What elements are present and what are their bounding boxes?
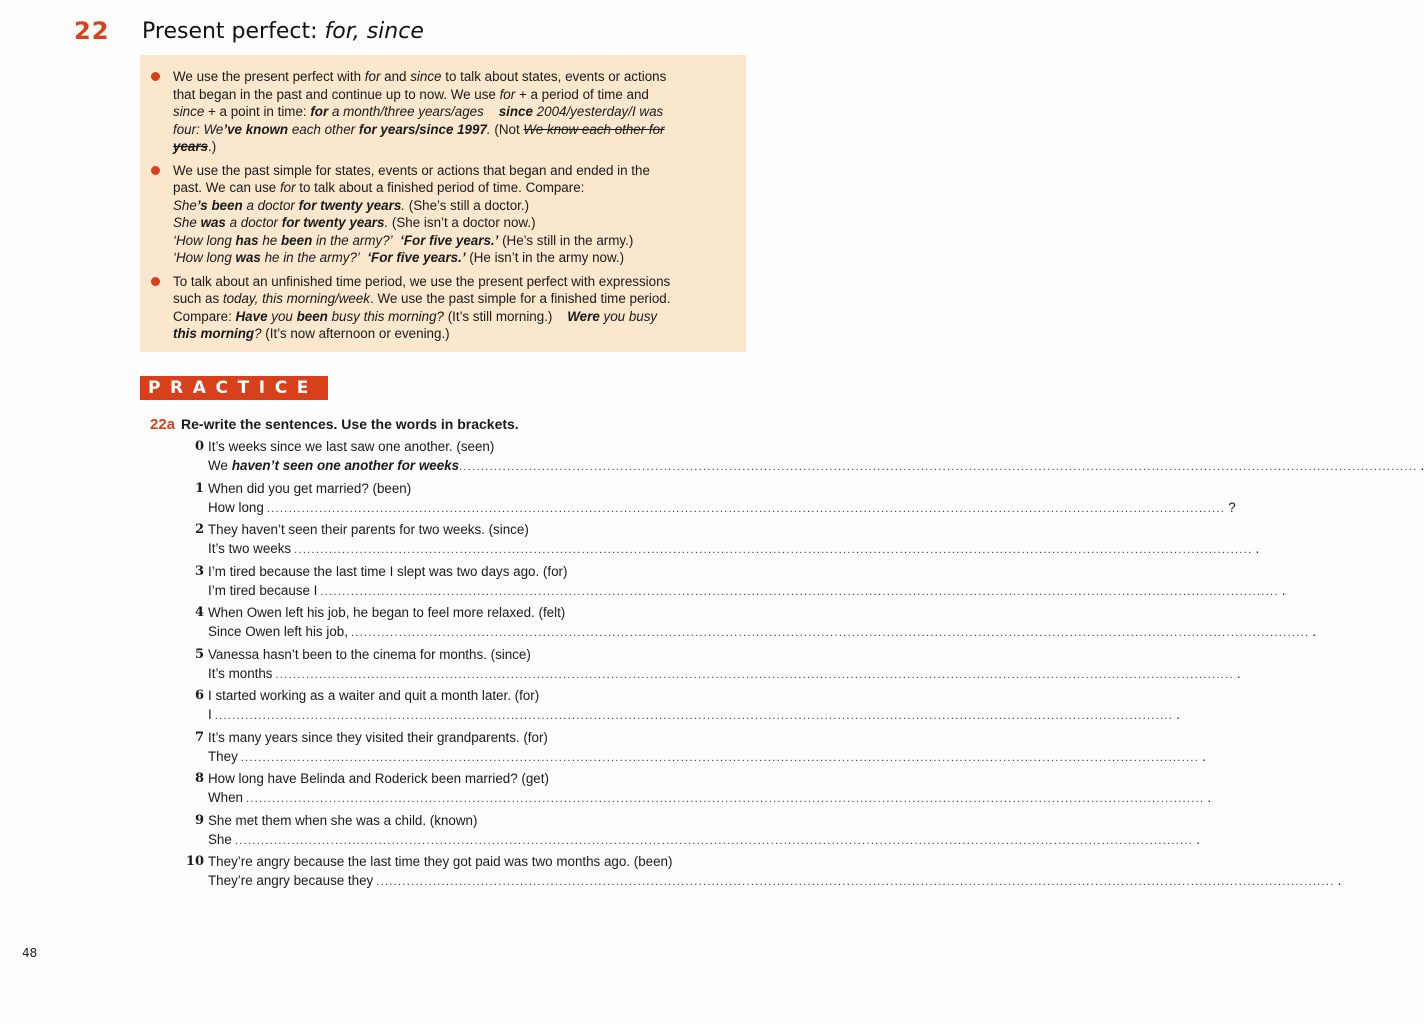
- item-question: They haven’t seen their parents for two weeks. (since): [208, 522, 529, 537]
- answer-line[interactable]: [208, 499, 1236, 518]
- answer-line[interactable]: [208, 623, 1317, 642]
- rule-line: since + a point in time: for a month/three years/ages since 2004/yesterday/I was: [173, 104, 664, 119]
- exercise-item: [150, 729, 1206, 771]
- answer-blank[interactable]: ............................................................................................................................................................................................................................: [245, 793, 1205, 805]
- answer-line[interactable]: [208, 540, 1260, 559]
- answer-blank[interactable]: ............................................................................................................................................................................................................................: [275, 668, 1234, 681]
- answer-prompt: It’s months: [208, 665, 273, 681]
- rule-line: Compare: Have you been busy this morning? (It’s still morning.) Were you busy: [173, 308, 658, 324]
- answer-prompt: I: [208, 707, 212, 722]
- exercise-item: [150, 646, 1241, 688]
- exercise-item: [150, 687, 1180, 729]
- item-number: 5: [194, 646, 204, 662]
- answer-line[interactable]: [208, 706, 1180, 725]
- answer-blank[interactable]: ............................................................................................................................................................................................................................: [214, 710, 1174, 722]
- answer-line[interactable]: [208, 582, 1286, 601]
- page-number: 48: [22, 946, 38, 960]
- rule-line: years.): [173, 139, 217, 154]
- item-question: How long have Belinda and Roderick been married? (get): [208, 771, 549, 786]
- item-question: It’s weeks since we last saw one another. (seen): [208, 439, 495, 454]
- answer-blank[interactable]: ............................................................................................................................................................................................................................: [240, 751, 1200, 764]
- answer-prompt: I’m tired because I: [208, 582, 318, 598]
- item-number: 2: [194, 522, 204, 537]
- item-number: 1: [194, 480, 204, 496]
- exercise-id: 22a: [150, 416, 176, 433]
- exercise-item: [150, 604, 1317, 646]
- item-number: 9: [194, 812, 204, 828]
- bullet-icon: [151, 277, 160, 286]
- answer-prompt: She: [208, 831, 232, 847]
- rule-line: this morning? (It’s now afternoon or evening.): [173, 326, 450, 341]
- practice-banner: [140, 376, 328, 400]
- answer-end-punctuation: ?: [1228, 499, 1236, 515]
- grammar-rule: [173, 273, 738, 343]
- exercise-item: [150, 853, 1342, 895]
- rule-line: She was a doctor for twenty years. (She isn’t a doctor now.): [173, 215, 536, 230]
- rule-line: such as today, this morning/week. We use the past simple for a finished time period.: [173, 291, 671, 306]
- item-question: When did you get married? (been): [208, 480, 412, 496]
- unit-title: [142, 19, 424, 44]
- answer-blank[interactable]: ............................................................................................................................................................................................................................: [234, 834, 1194, 847]
- bullet-icon: [151, 72, 160, 81]
- answer-blank[interactable]: ............................................................................................................................................................................................................................: [266, 502, 1226, 515]
- item-number: 6: [194, 688, 204, 703]
- answer-end-punctuation: .: [1202, 748, 1206, 764]
- rule-line: ‘How long has he been in the army?’ ‘For five years.’ (He’s still in the army.): [173, 232, 634, 248]
- answer-end-punctuation: .: [1312, 624, 1317, 639]
- unit-number: 22: [74, 17, 110, 45]
- grammar-rules-box: [140, 55, 746, 352]
- exercise-heading: [150, 416, 519, 433]
- rule-line: ‘How long was he in the army?’ ‘For five years.’ (He isn’t in the army now.): [173, 250, 625, 265]
- answer-line[interactable]: [208, 789, 1212, 808]
- item-question: When Owen left his job, he began to feel more relaxed. (felt): [208, 605, 566, 620]
- answer-blank[interactable]: ............................................................................................................................................................................................................................: [376, 876, 1335, 888]
- answer-blank[interactable]: ............................................................................................................................................................................................................................: [459, 461, 1418, 473]
- answer-line[interactable]: [208, 457, 1424, 476]
- item-number: 10: [185, 854, 204, 869]
- grammar-rule: [173, 68, 738, 156]
- rule-line: that began in the past and continue up to now. We use for + a period of time and: [173, 86, 649, 102]
- item-question: I started working as a waiter and quit a month later. (for): [208, 688, 540, 703]
- item-question: They’re angry because the last time they got paid was two months ago. (been): [208, 854, 673, 869]
- answer-blank[interactable]: ............................................................................................................................................................................................................................: [320, 585, 1279, 598]
- item-number: 0: [194, 439, 204, 454]
- bullet-icon: [151, 166, 160, 175]
- answer-blank[interactable]: ............................................................................................................................................................................................................................: [294, 544, 1253, 556]
- answer-line[interactable]: [208, 665, 1241, 684]
- answer-end-punctuation: .: [1196, 831, 1200, 847]
- rule-line: We use the past simple for states, events or actions that began and ended in the: [173, 162, 650, 178]
- item-question: It’s many years since they visited their grandparents. (for): [208, 729, 548, 745]
- answer-blank[interactable]: ............................................................................................................................................................................................................................: [350, 627, 1310, 639]
- exercise-item: [150, 521, 1260, 563]
- answer-prompt: It’s two weeks: [208, 541, 292, 556]
- exercise-item: [150, 480, 1236, 522]
- unit-title-italic: for, since: [324, 19, 424, 44]
- answer-end-punctuation: .: [1281, 582, 1286, 598]
- exercise-item: [150, 563, 1286, 605]
- answer-prompt: Since Owen left his job,: [208, 624, 348, 639]
- exercise-item: [150, 812, 1200, 854]
- rule-line: We use the present perfect with for and since to talk about states, events or actions: [173, 69, 667, 84]
- rule-line: four: We’ve known each other for years/since 1997. (Not We know each other for: [173, 121, 665, 137]
- answer-end-punctuation: .: [1176, 707, 1180, 722]
- exercise-item: [150, 770, 1212, 812]
- exercise-items: [150, 438, 1424, 895]
- answer-end-punctuation: .: [1255, 541, 1260, 556]
- grammar-rule: [173, 162, 738, 267]
- item-number: 7: [194, 729, 204, 745]
- item-number: 4: [194, 605, 204, 620]
- rule-line: past. We can use for to talk about a finished period of time. Compare:: [173, 180, 585, 195]
- answer-end-punctuation: .: [1420, 458, 1424, 473]
- answer-line[interactable]: [208, 748, 1206, 767]
- rule-line: She’s been a doctor for twenty years. (She’s still a doctor.): [173, 197, 530, 213]
- item-question: She met them when she was a child. (known): [208, 812, 478, 828]
- item-number: 3: [194, 563, 204, 579]
- answer-prompt: When: [208, 790, 243, 805]
- item-question: Vanessa hasn’t been to the cinema for months. (since): [208, 646, 531, 662]
- answer-prompt: They: [208, 748, 238, 764]
- example-answer: haven’t seen one another for weeks: [231, 458, 460, 473]
- answer-end-punctuation: .: [1337, 873, 1342, 888]
- rule-line: To talk about an unfinished time period, we use the present perfect with expressions: [173, 273, 671, 289]
- unit-title-plain: Present perfect:: [142, 19, 325, 44]
- answer-prompt: We: [208, 458, 228, 473]
- answer-end-punctuation: .: [1207, 790, 1212, 805]
- answer-line[interactable]: [208, 831, 1200, 850]
- answer-prompt: They’re angry because they: [208, 873, 374, 888]
- item-number: 8: [194, 771, 204, 786]
- answer-end-punctuation: .: [1236, 665, 1241, 681]
- practice-label: PRACTICE: [148, 378, 318, 398]
- answer-line[interactable]: [208, 872, 1342, 891]
- exercise-item: [150, 438, 1424, 480]
- answer-prompt: How long: [208, 499, 264, 515]
- exercise-instruction: Re-write the sentences. Use the words in brackets.: [181, 416, 519, 432]
- item-question: I’m tired because the last time I slept was two days ago. (for): [208, 563, 568, 579]
